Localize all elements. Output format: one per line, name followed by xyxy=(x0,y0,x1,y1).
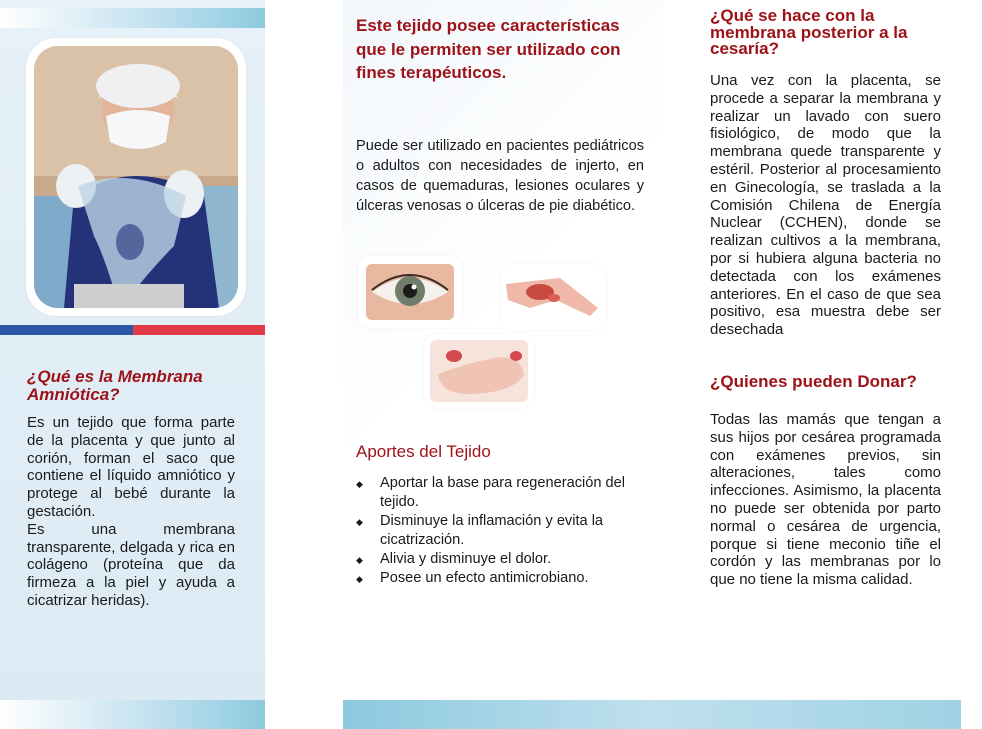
nurse-holding-membrane-photo xyxy=(34,46,238,308)
question-after-cesarean: ¿Qué se hace con la membrana posterior a la cesaría? xyxy=(710,6,908,58)
left-top-bar xyxy=(0,8,265,28)
after-cesarean-paragraph: Una vez con la placenta, se procede a separar la membrana y realizar un lavado con suero fisiológico, de modo que la membrana quede transparente y estéril. Posterior al procesamiento en Ginecología, se traslada a la Comisión Chilena de Energía Nuclear (CCHEN), donde se realizan cultivos a la membrana, por si hubiera alguna bacteria no detectada con los exámenes anteriores. En el caso de que sea positivo, esa muestra debe ser desechada xyxy=(710,72,941,339)
question-what-is-amniotic-membrane: ¿Qué es la Membrana Amniótica? xyxy=(27,367,203,404)
burned-hand-image-frame xyxy=(500,264,606,330)
diabetic-foot-image xyxy=(424,334,534,408)
question-who-can-donate: ¿Quienes pueden Donar? xyxy=(710,372,917,391)
eye-image xyxy=(358,256,462,328)
therapeutic-use-paragraph: Puede ser utilizado en pacientes pediátricos o adultos con necesidades de injerto, en casos de quemaduras, lesiones oculares y úlceras venosas o úlceras de pie diabético. xyxy=(356,138,644,214)
diabetic-foot-image-frame xyxy=(424,334,534,408)
list-item: ◆ Disminuye la inflamación y evita la cicatrización. xyxy=(356,512,646,550)
contributions-title: Aportes del Tejido xyxy=(356,442,491,461)
decorative-stripe-blue xyxy=(0,325,133,335)
left-bottom-bar xyxy=(0,700,265,729)
amniotic-membrane-description xyxy=(27,414,235,610)
contributions-list xyxy=(356,474,646,588)
list-item: ◆ Posee un efecto antimicrobiano. xyxy=(356,569,646,588)
eye-image-frame xyxy=(358,256,462,328)
list-item: ◆ Alivia y disminuye el dolor. xyxy=(356,550,646,569)
description-paragraph-2: Es una membrana transparente, delgada y rica en colágeno (proteína que da firmeza a la piel y ayuda a cicatrizar heridas). xyxy=(27,520,235,609)
right-bottom-bar xyxy=(343,700,961,729)
burned-hand-image xyxy=(500,264,606,330)
who-can-donate-paragraph: Todas las mamás que tengan a sus hijos por cesárea programada con exámenes previos, sin alteraciones, tales como infecciones. Asimismo, la placenta no puede ser obtenida por parto normal o cesárea de urgencia, porque si tiene meconio tiñe el cordón y las membranas por lo que no tiene la misma calidad. xyxy=(710,411,941,589)
list-item: ◆ Aportar la base para regeneración del tejido. xyxy=(356,474,646,512)
decorative-stripe-red xyxy=(133,325,265,335)
therapeutic-use-heading: Este tejido posee características que le permiten ser utilizado con fines terapéuticos. xyxy=(356,16,621,82)
description-paragraph-1: Es un tejido que forma parte de la placenta y que junto al corión, forman el saco que contiene el líquido amniótico y protege al bebé durante la gestación. xyxy=(27,414,235,520)
